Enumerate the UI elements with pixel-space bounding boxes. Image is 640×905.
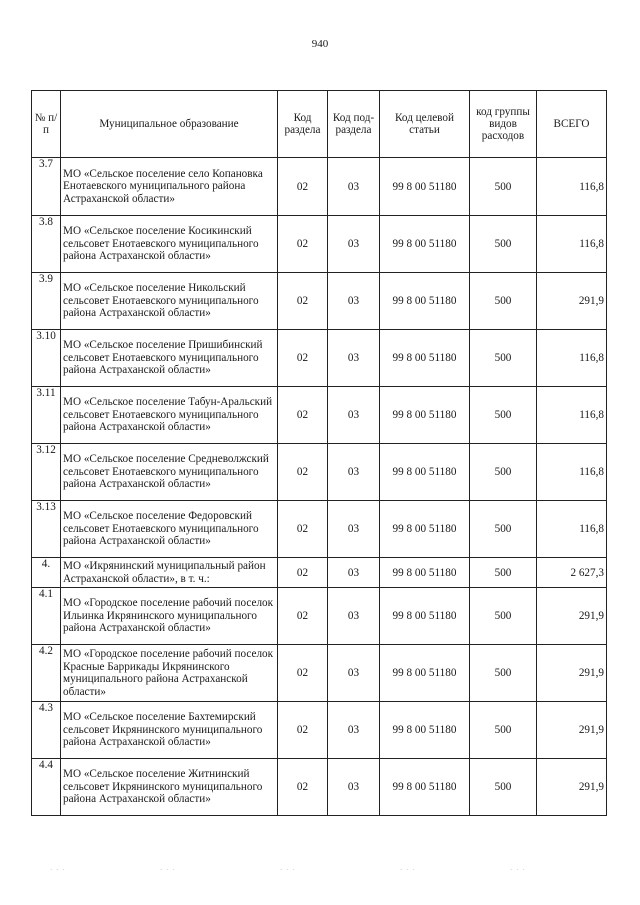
budget-table — [31, 90, 607, 816]
table-row — [32, 645, 607, 702]
section-code: 02 — [278, 387, 328, 444]
table-row — [32, 158, 607, 216]
expense-group-code: 500 — [470, 702, 537, 759]
total-amount: 116,8 — [537, 387, 607, 444]
subsection-code: 03 — [328, 759, 380, 816]
subsection-code: 03 — [328, 444, 380, 501]
total-amount: 291,9 — [537, 702, 607, 759]
row-number: 4.4 — [32, 759, 61, 816]
table-row — [32, 330, 607, 387]
table-row — [32, 588, 607, 645]
header-target: Код целевой статьи — [380, 91, 470, 158]
total-amount: 116,8 — [537, 444, 607, 501]
row-number: 3.9 — [32, 273, 61, 330]
subsection-code: 03 — [328, 387, 380, 444]
row-number: 3.8 — [32, 216, 61, 273]
table-header-row — [32, 91, 607, 158]
header-group: код группы видов расходов — [470, 91, 537, 158]
target-code: 99 8 00 51180 — [380, 645, 470, 702]
municipality-name: МО «Сельское поселение Табун-Аральский сельсовет Енотаевского муниципального района Астраханской области» — [61, 387, 278, 444]
section-code: 02 — [278, 216, 328, 273]
row-number: 3.12 — [32, 444, 61, 501]
table-row — [32, 387, 607, 444]
row-number: 4.1 — [32, 588, 61, 645]
target-code: 99 8 00 51180 — [380, 444, 470, 501]
table-row — [32, 702, 607, 759]
expense-group-code: 500 — [470, 273, 537, 330]
municipality-name: МО «Сельское поселение Никольский сельсовет Енотаевского муниципального района Астраханской области» — [61, 273, 278, 330]
row-number: 3.7 — [32, 158, 61, 216]
municipality-name: МО «Городское поселение рабочий поселок Ильинка Икрянинского муниципального района Астраханской области» — [61, 588, 278, 645]
expense-group-code: 500 — [470, 387, 537, 444]
expense-group-code: 500 — [470, 558, 537, 588]
subsection-code: 03 — [328, 216, 380, 273]
total-amount: 116,8 — [537, 216, 607, 273]
total-amount: 116,8 — [537, 158, 607, 216]
municipality-name: МО «Сельское поселение Средневолжский сельсовет Енотаевского муниципального района Астраханской области» — [61, 444, 278, 501]
subsection-code: 03 — [328, 702, 380, 759]
section-code: 02 — [278, 645, 328, 702]
municipality-name: МО «Сельское поселение село Копановка Енотаевского муниципального района Астраханской области» — [61, 158, 278, 216]
row-number: 4. — [32, 558, 61, 588]
section-code: 02 — [278, 501, 328, 558]
page-number: 940 — [311, 38, 329, 50]
section-code: 02 — [278, 759, 328, 816]
scan-footer-noise: · · · · · · · · · · · · · · · — [50, 866, 526, 874]
table-row — [32, 216, 607, 273]
total-amount: 2 627,3 — [537, 558, 607, 588]
total-amount: 291,9 — [537, 759, 607, 816]
subsection-code: 03 — [328, 645, 380, 702]
subsection-code: 03 — [328, 558, 380, 588]
header-subsection: Код под-раздела — [328, 91, 380, 158]
section-code: 02 — [278, 158, 328, 216]
target-code: 99 8 00 51180 — [380, 216, 470, 273]
header-name: Муниципальное образование — [61, 91, 278, 158]
expense-group-code: 500 — [470, 444, 537, 501]
table-body — [32, 158, 607, 816]
section-code: 02 — [278, 444, 328, 501]
table-row — [32, 759, 607, 816]
total-amount: 291,9 — [537, 273, 607, 330]
row-number: 3.10 — [32, 330, 61, 387]
section-code: 02 — [278, 558, 328, 588]
table-row — [32, 501, 607, 558]
row-number: 4.2 — [32, 645, 61, 702]
section-code: 02 — [278, 702, 328, 759]
header-num: № п/п — [32, 91, 61, 158]
table-row — [32, 444, 607, 501]
target-code: 99 8 00 51180 — [380, 330, 470, 387]
target-code: 99 8 00 51180 — [380, 387, 470, 444]
subsection-code: 03 — [328, 330, 380, 387]
expense-group-code: 500 — [470, 588, 537, 645]
header-total: ВСЕГО — [537, 91, 607, 158]
municipality-name: МО «Сельское поселение Федоровский сельсовет Енотаевского муниципального района Астраханской области» — [61, 501, 278, 558]
expense-group-code: 500 — [470, 501, 537, 558]
municipality-name: МО «Сельское поселение Житнинский сельсовет Икрянинского муниципального района Астраханской области» — [61, 759, 278, 816]
subsection-code: 03 — [328, 588, 380, 645]
section-code: 02 — [278, 588, 328, 645]
municipality-name: МО «Сельское поселение Бахтемирский сельсовет Икрянинского муниципального района Астраханской области» — [61, 702, 278, 759]
table-row — [32, 273, 607, 330]
row-number: 4.3 — [32, 702, 61, 759]
expense-group-code: 500 — [470, 330, 537, 387]
total-amount: 291,9 — [537, 588, 607, 645]
row-number: 3.13 — [32, 501, 61, 558]
target-code: 99 8 00 51180 — [380, 588, 470, 645]
subsection-code: 03 — [328, 158, 380, 216]
expense-group-code: 500 — [470, 158, 537, 216]
target-code: 99 8 00 51180 — [380, 702, 470, 759]
row-number: 3.11 — [32, 387, 61, 444]
total-amount: 116,8 — [537, 330, 607, 387]
expense-group-code: 500 — [470, 759, 537, 816]
target-code: 99 8 00 51180 — [380, 158, 470, 216]
header-section: Код раздела — [278, 91, 328, 158]
target-code: 99 8 00 51180 — [380, 558, 470, 588]
section-code: 02 — [278, 330, 328, 387]
subsection-code: 03 — [328, 273, 380, 330]
expense-group-code: 500 — [470, 645, 537, 702]
target-code: 99 8 00 51180 — [380, 501, 470, 558]
target-code: 99 8 00 51180 — [380, 759, 470, 816]
section-code: 02 — [278, 273, 328, 330]
municipality-name: МО «Сельское поселение Пришибинский сельсовет Енотаевского муниципального района Астраханской области» — [61, 330, 278, 387]
subsection-code: 03 — [328, 501, 380, 558]
expense-group-code: 500 — [470, 216, 537, 273]
table-row — [32, 558, 607, 588]
municipality-name: МО «Сельское поселение Косикинский сельсовет Енотаевского муниципального района Астраханской области» — [61, 216, 278, 273]
total-amount: 116,8 — [537, 501, 607, 558]
municipality-name: МО «Городское поселение рабочий поселок Красные Баррикады Икрянинского муниципального района Астраханской области» — [61, 645, 278, 702]
target-code: 99 8 00 51180 — [380, 273, 470, 330]
municipality-name: МО «Икрянинский муниципальный район Астраханской области», в т. ч.: — [61, 558, 278, 588]
total-amount: 291,9 — [537, 645, 607, 702]
